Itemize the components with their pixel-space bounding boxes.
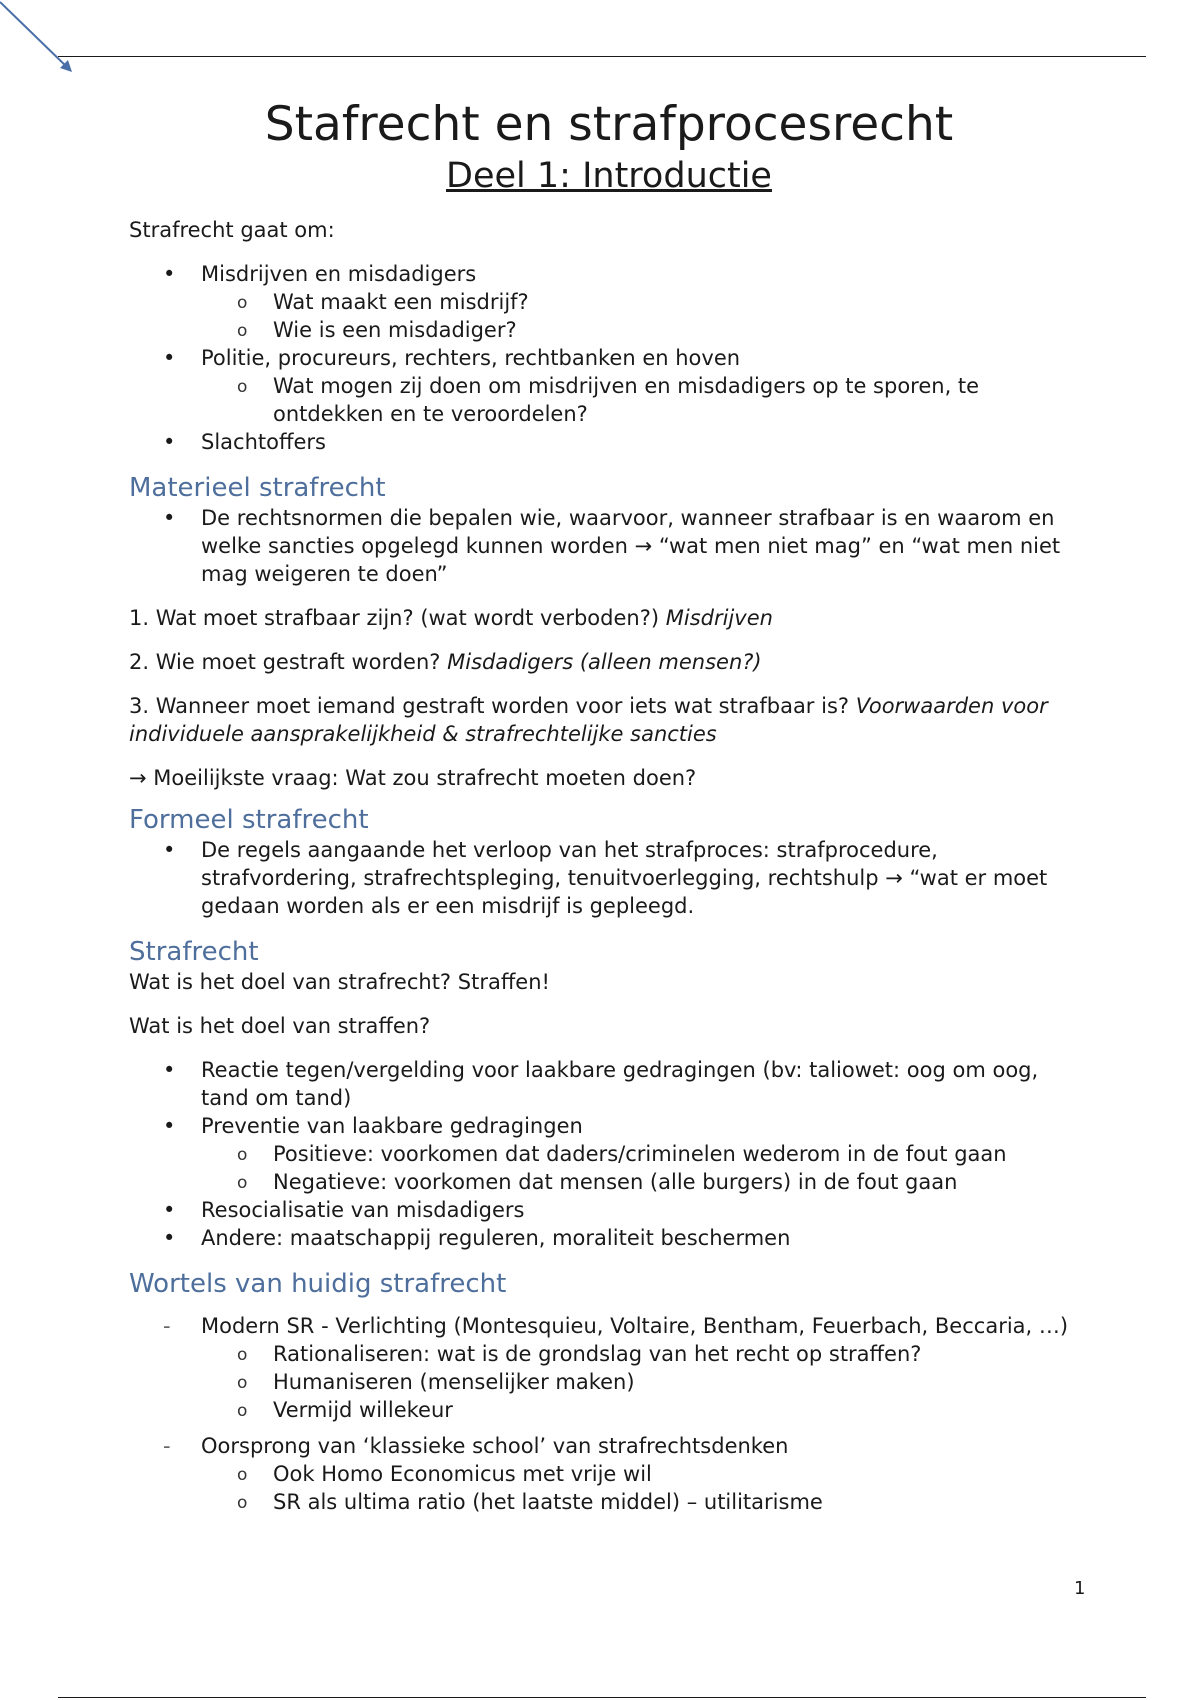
intro-text: Strafrecht gaat om: <box>129 218 335 242</box>
list-item: - Oorsprong van ‘klassieke school’ van strafrechtsdenken o Ook Homo Economicus met vrije wil o SR als ultima ratio (het laatste middel) – utilitarisme <box>129 1432 1089 1516</box>
list-subitem: o Wat mogen zij doen om misdrijven en misdadigers op te sporen, te ontdekken en te veroordelen? <box>129 372 1089 428</box>
list-subitem: o Wie is een misdadiger? <box>129 316 1089 344</box>
page-subtitle: Deel 1: Introductie <box>446 156 772 196</box>
materieel-list <box>129 504 1089 588</box>
conclusion-text: → Moeilijkste vraag: Wat zou strafrecht moeten doen? <box>129 766 697 790</box>
heading-wortels: Wortels van huidig strafrecht <box>129 1269 507 1299</box>
corner-arrow-icon <box>0 0 80 80</box>
list-item: • Politie, procureurs, rechters, rechtbanken en hoven o Wat mogen zij doen om misdrijven en misdadigers op te sporen, te ontdekken en te veroordelen? <box>129 344 1089 428</box>
question-2: 2. Wie moet gestraft worden? Misdadigers (alleen mensen?) <box>129 650 762 674</box>
list-item: - Modern SR - Verlichting (Montesquieu, Voltaire, Bentham, Feuerbach, Beccaria, …) o Rationaliseren: wat is de grondslag van het recht op straffen? o Humaniseren (menselijker maken) o Vermijd willekeur <box>129 1312 1089 1424</box>
heading-formeel: Formeel strafrecht <box>129 805 369 835</box>
heading-materieel: Materieel strafrecht <box>129 473 386 503</box>
page-number: 1 <box>1074 1578 1086 1599</box>
list-subitem: o Vermijd willekeur <box>129 1396 1089 1424</box>
list-subitem: o Ook Homo Economicus met vrije wil <box>129 1460 1089 1488</box>
list-subitem: o Negatieve: voorkomen dat mensen (alle burgers) in de fout gaan <box>129 1168 1089 1196</box>
list-subitem: o Humaniseren (menselijker maken) <box>129 1368 1089 1396</box>
list-subitem: o Positieve: voorkomen dat daders/criminelen wederom in de fout gaan <box>129 1140 1089 1168</box>
strafrecht-p1: Wat is het doel van strafrecht? Straffen! <box>129 970 550 994</box>
wortels-list <box>129 1312 1089 1516</box>
list-item: • Andere: maatschappij reguleren, moraliteit beschermen <box>129 1224 1089 1252</box>
list-subitem: o SR als ultima ratio (het laatste middel) – utilitarisme <box>129 1488 1089 1516</box>
document-body <box>129 96 1089 1516</box>
list-item: • Preventie van laakbare gedragingen o Positieve: voorkomen dat daders/criminelen wederom in de fout gaan o Negatieve: voorkomen dat mensen (alle burgers) in de fout gaan <box>129 1112 1089 1196</box>
list-item: • De rechtsnormen die bepalen wie, waarvoor, wanneer strafbaar is en waarom en welke sancties opgelegd kunnen worden → “wat men niet mag” en “wat men niet mag weigeren te doen” <box>129 504 1089 588</box>
page-title: Stafrecht en strafprocesrecht <box>264 97 954 152</box>
list-item: • De regels aangaande het verloop van het strafproces: strafprocedure, strafvordering, strafrechtspleging, tenuitvoerlegging, rechtshulp → “wat er moet gedaan worden als er een misdrijf is gepleegd. <box>129 836 1089 920</box>
strafrecht-p2: Wat is het doel van straffen? <box>129 1014 431 1038</box>
list-subitem: o Rationaliseren: wat is de grondslag van het recht op straffen? <box>129 1340 1089 1368</box>
header-rule <box>58 56 1146 57</box>
list-item: • Slachtoffers <box>129 428 1089 456</box>
question-3: 3. Wanneer moet iemand gestraft worden voor iets wat strafbaar is? Voorwaarden voor individuele aansprakelijkheid & strafrechtelijke sancties <box>129 694 1048 746</box>
list-item: • Resocialisatie van misdadigers <box>129 1196 1089 1224</box>
list-item: • Misdrijven en misdadigers o Wat maakt een misdrijf? o Wie is een misdadiger? <box>129 260 1089 344</box>
heading-strafrecht: Strafrecht <box>129 937 259 967</box>
strafrecht-list <box>129 1056 1089 1252</box>
formeel-list <box>129 836 1089 920</box>
list-item: • Reactie tegen/vergelding voor laakbare gedragingen (bv: taliowet: oog om oog, tand om tand) <box>129 1056 1089 1112</box>
intro-list <box>129 260 1089 456</box>
question-1: 1. Wat moet strafbaar zijn? (wat wordt verboden?) Misdrijven <box>129 606 773 630</box>
footer-rule <box>58 1697 1146 1698</box>
list-subitem: o Wat maakt een misdrijf? <box>129 288 1089 316</box>
